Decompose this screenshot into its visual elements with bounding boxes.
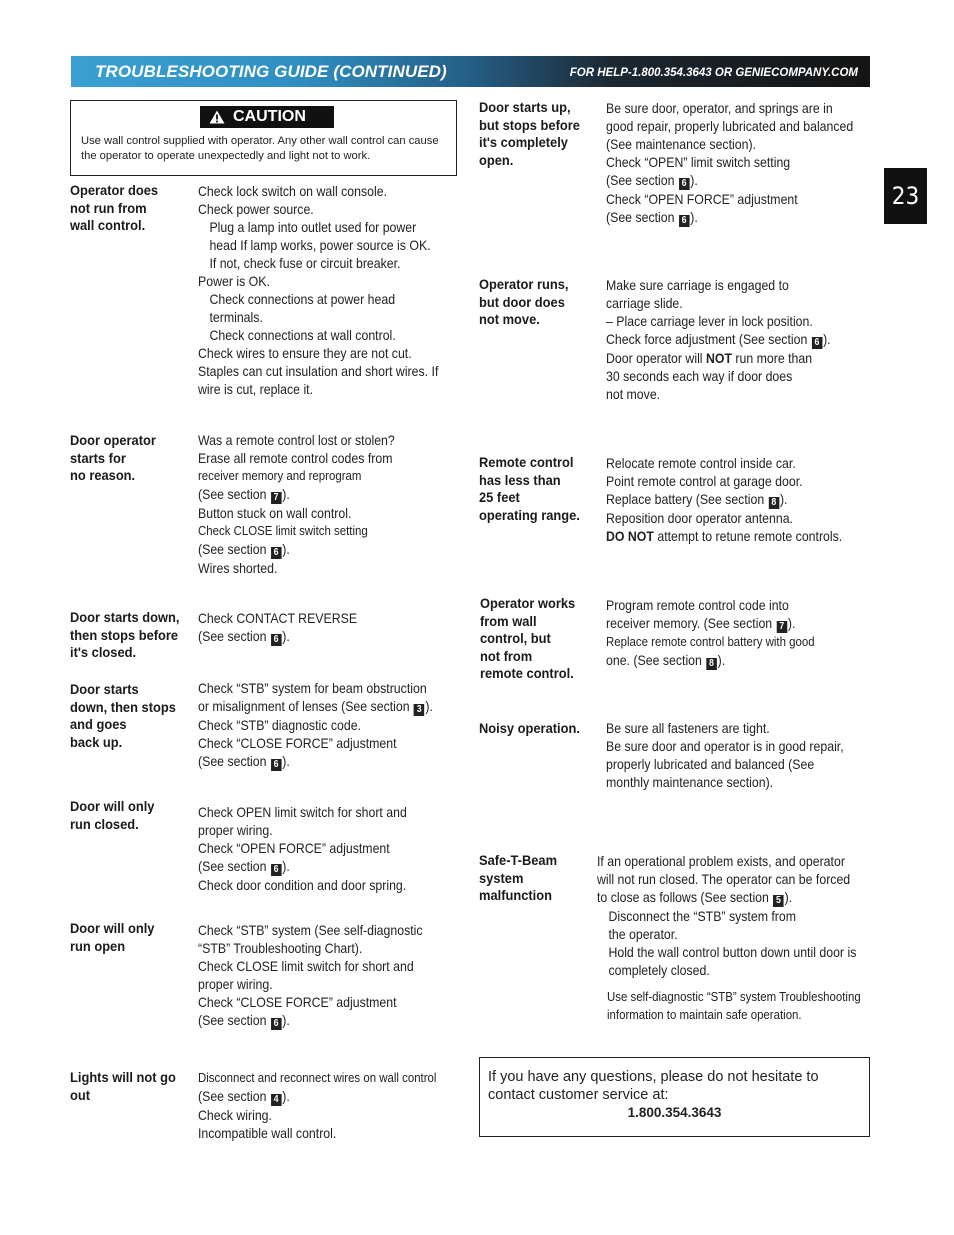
solution-line-text: (See section <box>198 1012 270 1028</box>
solution-line-text: Door operator will <box>606 350 706 366</box>
caution-box <box>70 100 457 176</box>
solution-line <box>198 975 423 993</box>
solution-line <box>198 993 423 1011</box>
solution-line-text: proper wiring. <box>198 976 273 992</box>
problem-label <box>70 798 154 833</box>
solution-line <box>597 943 856 961</box>
solution-line-text: ). <box>690 209 698 225</box>
solution-line <box>606 737 844 755</box>
solution-line-text: Check “CLOSE FORCE” adjustment <box>198 735 397 751</box>
problem-label-line: malfunction <box>479 887 552 903</box>
solution-line-text: Check CONTACT REVERSE <box>198 610 358 626</box>
section-number-badge: 7 <box>776 621 787 633</box>
solution-line-text: Check connections at power head <box>209 291 396 307</box>
problem-label-line: Door starts down, <box>70 609 180 625</box>
solution-text <box>597 852 856 979</box>
problem-label-line: from wall <box>480 612 537 629</box>
problem-label-line: 25 feet <box>479 489 520 505</box>
solution-line <box>597 907 856 925</box>
solution-line <box>606 99 853 117</box>
section-number-badge: 8 <box>768 497 779 509</box>
solution-line <box>606 719 844 737</box>
solution-line-text: Check “OPEN FORCE” adjustment <box>606 191 798 207</box>
problem-label-line: it's closed. <box>70 644 137 660</box>
problem-label-line: operating range. <box>479 506 580 523</box>
problem-label-line: Door will only <box>70 798 155 814</box>
solution-line <box>597 852 856 870</box>
section-number-badge: 6 <box>271 547 282 559</box>
solution-line-text: ). <box>282 486 290 502</box>
solution-line-text: Erase all remote control codes from <box>198 450 393 466</box>
solution-line <box>198 939 423 957</box>
solution-line-text: Program remote control code into <box>606 597 789 613</box>
solution-line <box>198 344 438 362</box>
solution-line-text: ). <box>690 172 698 188</box>
problem-label <box>479 852 557 905</box>
solution-line <box>606 755 844 773</box>
solution-line <box>597 888 856 907</box>
solution-line-text: (See maintenance section). <box>606 136 756 152</box>
solution-line-text: ). <box>282 1012 290 1028</box>
solution-line-text: Check CLOSE limit switch setting <box>198 523 368 538</box>
solution-line-text: Hold the wall control button down until door is <box>608 944 857 960</box>
solution-line <box>606 171 853 190</box>
solution-line-text: Check “CLOSE FORCE” adjustment <box>198 994 397 1010</box>
solution-line-text: (See section <box>606 172 678 188</box>
solution-line-text: Check connections at wall control. <box>209 327 396 343</box>
solution-line-text: Check wires to ensure they are not cut. <box>198 345 412 361</box>
solution-text <box>198 1069 436 1142</box>
solution-line <box>198 218 438 236</box>
solution-line-text: ). <box>282 1088 290 1104</box>
solution-line-text: ). <box>282 541 290 557</box>
section-number-badge: 7 <box>271 492 282 504</box>
solution-line-text: Check “OPEN” limit switch setting <box>606 154 791 170</box>
section-number-badge: 6 <box>271 1018 282 1030</box>
solution-text <box>198 803 407 894</box>
solution-line-text: proper wiring. <box>198 822 273 838</box>
caution-label: CAUTION <box>233 108 306 125</box>
solution-line-text: Check power source. <box>198 201 314 217</box>
solution-line-text: Incompatible wall control. <box>198 1125 337 1141</box>
solution-line-text: “STB” Troubleshooting Chart). <box>198 940 363 956</box>
problem-label-line: Remote control <box>479 454 574 470</box>
solution-line <box>198 308 438 326</box>
solution-line <box>606 367 831 385</box>
solution-line <box>606 349 831 367</box>
problem-label-line: open. <box>479 151 514 168</box>
solution-line-text: Wires shorted. <box>198 560 278 576</box>
solution-line <box>198 1124 436 1142</box>
solution-line-text: or misalignment of lenses (See section <box>198 698 414 714</box>
solution-line-text: (See section <box>198 486 270 502</box>
problem-label-line: starts for <box>70 449 126 466</box>
solution-line <box>597 870 856 888</box>
problem-label <box>70 1069 176 1104</box>
problem-label-line: remote control. <box>480 665 574 681</box>
solution-line-text: ). <box>787 615 796 631</box>
solution-line <box>606 614 815 633</box>
solution-line-text: Disconnect the “STB” system from <box>608 908 797 924</box>
solution-line <box>198 716 433 734</box>
solution-line <box>597 925 856 943</box>
solution-text <box>606 454 842 545</box>
solution-line <box>198 522 395 540</box>
solution-line <box>606 330 831 349</box>
solution-line <box>198 1106 436 1124</box>
solution-line-text: Check lock switch on wall console. <box>198 183 387 199</box>
solution-text <box>198 679 433 771</box>
solution-line-text: carriage slide. <box>606 295 683 311</box>
solution-line <box>198 272 438 290</box>
problem-label-line: it's completely <box>479 134 568 150</box>
solution-line <box>198 752 433 771</box>
problem-label <box>480 595 575 683</box>
warning-icon <box>209 110 225 124</box>
solution-line <box>198 449 395 467</box>
problem-label-line: Safe-T-Beam <box>479 852 558 868</box>
header-banner <box>71 56 870 87</box>
solution-line-text: will not run closed. The operator can be forced <box>597 871 851 887</box>
solution-line <box>198 540 395 559</box>
problem-label-line: Door operator <box>70 432 156 448</box>
solution-line <box>606 651 815 670</box>
problem-label <box>70 432 156 485</box>
problem-label-line: not run from <box>70 199 147 216</box>
solution-line <box>606 276 831 294</box>
problem-label-line: then stops before <box>70 626 179 643</box>
solution-line <box>198 485 395 504</box>
solution-line <box>606 773 844 791</box>
solution-line <box>198 236 438 254</box>
caution-badge <box>200 106 334 128</box>
solution-text <box>606 99 853 227</box>
solution-text <box>198 182 438 398</box>
solution-line-text: not move. <box>606 386 661 402</box>
solution-line-text: (See section <box>198 753 270 769</box>
solution-line <box>198 1069 436 1087</box>
contact-box <box>479 1057 870 1137</box>
problem-label-line: wall control. <box>70 217 146 233</box>
solution-line <box>597 961 856 979</box>
solution-text <box>606 596 815 670</box>
problem-label-line: Operator does <box>70 182 159 198</box>
solution-line-text: Replace remote control battery with good <box>606 634 815 649</box>
section-number-badge: 4 <box>271 1094 282 1106</box>
problem-label <box>70 681 176 751</box>
solution-line-text: Be sure all fasteners are tight. <box>606 720 770 736</box>
solution-line <box>606 527 842 545</box>
problem-label-line: and goes <box>70 716 127 732</box>
solution-line <box>198 1011 423 1030</box>
solution-line-text: – Place carriage lever in lock position. <box>606 313 813 329</box>
solution-line <box>606 153 853 171</box>
solution-line-text: Staples can cut insulation and short wires. If <box>198 363 439 379</box>
solution-line <box>606 454 842 472</box>
solution-text <box>606 719 844 791</box>
solution-line <box>606 472 842 490</box>
solution-text <box>198 921 423 1030</box>
solution-line <box>198 254 438 272</box>
help-line: FOR HELP-1.800.354.3643 OR GENIECOMPANY.COM <box>569 67 858 79</box>
problem-label-line: but door does <box>479 293 565 310</box>
solution-line <box>198 290 438 308</box>
solution-line-text: Plug a lamp into outlet used for power <box>209 219 417 235</box>
solution-line <box>606 294 831 312</box>
solution-line-text: Check CLOSE limit switch for short and <box>198 958 414 974</box>
problem-label-line: run open <box>70 937 126 954</box>
solution-line-text: good repair, properly lubricated and balanced <box>606 118 854 134</box>
emphasis-text: NOT <box>705 350 732 366</box>
solution-line-text: the operator. <box>608 926 678 942</box>
problem-label-line: back up. <box>70 733 123 750</box>
solution-line <box>198 803 407 821</box>
section-number-badge: 6 <box>679 215 690 227</box>
solution-line-text: ). <box>717 652 726 668</box>
problem-label <box>479 99 580 169</box>
problem-label <box>70 609 179 662</box>
solution-line <box>198 1087 436 1106</box>
solution-line-text: Disconnect and reconnect wires on wall control <box>198 1070 437 1085</box>
problem-label <box>70 182 158 235</box>
solution-line-text: Check “STB” system (See self-diagnostic <box>198 922 423 938</box>
problem-label-line: out <box>70 1086 91 1103</box>
problem-label-line: not move. <box>479 311 540 327</box>
solution-line-text: 30 seconds each way if door does <box>606 368 793 384</box>
solution-line <box>198 627 357 646</box>
solution-line <box>198 821 407 839</box>
section-number-badge: 6 <box>271 634 282 646</box>
solution-line-text: Check door condition and door spring. <box>198 877 407 893</box>
problem-label-line: Door starts up, <box>479 99 571 115</box>
problem-label-line: control, but <box>480 630 551 646</box>
page-number-tab: 23 <box>884 168 927 224</box>
solution-line-text: ). <box>282 753 290 769</box>
problem-label-line: down, then stops <box>70 698 176 715</box>
solution-line-text: Relocate remote control inside car. <box>606 455 796 471</box>
problem-label-line: but stops before <box>479 116 580 133</box>
contact-phone: 1.800.354.3643 <box>627 1105 722 1120</box>
problem-label <box>479 454 580 524</box>
problem-label-line: Door starts <box>70 681 139 697</box>
solution-line-text: head If lamp works, power source is OK. <box>209 237 431 253</box>
solution-line-text: receiver memory and reprogram <box>198 468 362 483</box>
solution-line <box>606 190 853 208</box>
solution-line <box>198 431 395 449</box>
solution-line-text: Make sure carriage is engaged to <box>606 277 789 293</box>
problem-label <box>70 920 154 955</box>
section-number-badge: 6 <box>271 864 282 876</box>
problem-label-line: system <box>479 869 524 886</box>
solution-line <box>606 596 815 614</box>
solution-text <box>606 276 831 403</box>
solution-line <box>198 326 438 344</box>
section-number-badge: 6 <box>812 337 823 349</box>
solution-line <box>198 609 357 627</box>
solution-line-text: If not, check fuse or circuit breaker. <box>209 255 401 271</box>
solution-line-text: Reposition door operator antenna. <box>606 510 793 526</box>
solution-line <box>198 839 407 857</box>
solution-line-text: Check force adjustment (See section <box>606 331 811 347</box>
emphasis-text: DO NOT <box>606 528 654 544</box>
solution-line-text: If an operational problem exists, and operator <box>597 853 845 869</box>
problem-label-line: Door will only <box>70 920 155 936</box>
solution-line-text: monthly maintenance section). <box>606 774 774 790</box>
solution-line-text: ). <box>823 331 831 347</box>
solution-line-text: ). <box>425 698 433 714</box>
problem-label-line: Operator works <box>480 595 576 611</box>
solution-line <box>198 504 395 522</box>
solution-line-text: Point remote control at garage door. <box>606 473 803 489</box>
solution-line-text: to close as follows (See section <box>597 889 773 905</box>
solution-line <box>198 921 423 939</box>
solution-line-text: Replace battery (See section <box>606 491 768 507</box>
solution-line-text: run more than <box>731 350 813 366</box>
solution-line <box>606 117 853 135</box>
solution-line-text: Button stuck on wall control. <box>198 505 352 521</box>
solution-line <box>606 385 831 403</box>
problem-label-line: has less than <box>479 471 561 488</box>
solution-line-text: Check OPEN limit switch for short and <box>198 804 407 820</box>
solution-line-text: completely closed. <box>608 962 710 978</box>
solution-line-text: Was a remote control lost or stolen? <box>198 432 395 448</box>
solution-line <box>198 380 438 398</box>
solution-line-text: Check wiring. <box>198 1107 272 1123</box>
solution-line <box>606 509 842 527</box>
solution-line-text: Be sure door and operator is in good repair, <box>606 738 844 754</box>
solution-line <box>198 957 423 975</box>
solution-line-text: Check “STB” system for beam obstruction <box>198 680 427 696</box>
solution-line <box>198 200 438 218</box>
solution-line-text: (See section <box>198 628 270 644</box>
section-number-badge: 6 <box>679 178 690 190</box>
solution-line <box>198 857 407 876</box>
problem-label <box>479 276 568 329</box>
solution-line-text: attempt to retune remote controls. <box>653 528 843 544</box>
contact-text: If you have any questions, please do not hesitate to contact customer service at: <box>488 1069 819 1103</box>
solution-line-text: (See section <box>606 209 678 225</box>
stb-note <box>607 988 861 1024</box>
solution-line <box>198 362 438 380</box>
solution-line <box>198 734 433 752</box>
solution-line-text: (See section <box>198 858 270 874</box>
stb-note-line: Use self-diagnostic “STB” system Troubleshooting <box>607 989 861 1004</box>
solution-line-text: Power is OK. <box>198 273 270 289</box>
problem-label-line: Noisy operation. <box>479 720 580 736</box>
problem-label-line: run closed. <box>70 815 139 832</box>
section-number-badge: 5 <box>773 895 784 907</box>
solution-line-text: Check “OPEN FORCE” adjustment <box>198 840 390 856</box>
page-title: TROUBLESHOOTING GUIDE (CONTINUED) <box>95 62 447 81</box>
solution-line-text: ). <box>779 491 788 507</box>
section-number-badge: 3 <box>414 704 425 716</box>
caution-text: Use wall control supplied with operator. Any other wall control can cause the operator to operate unexpectedly and light not to work. <box>81 135 439 162</box>
problem-label-line: not from <box>480 647 533 664</box>
section-number-badge: 6 <box>271 759 282 771</box>
solution-line-text: Be sure door, operator, and springs are in <box>606 100 833 116</box>
solution-line-text: (See section <box>198 541 270 557</box>
solution-line-text: (See section <box>198 1088 270 1104</box>
stb-note-line: information to maintain safe operation. <box>607 1007 802 1022</box>
solution-text <box>198 609 357 646</box>
solution-text <box>198 431 395 577</box>
solution-line-text: ). <box>784 889 793 905</box>
solution-line <box>198 559 395 577</box>
solution-line <box>606 312 831 330</box>
solution-line-text: wire is cut, replace it. <box>198 381 314 397</box>
solution-line <box>198 467 395 485</box>
solution-line <box>606 135 853 153</box>
solution-line <box>606 633 815 651</box>
solution-line <box>198 876 407 894</box>
solution-line-text: ). <box>282 628 290 644</box>
solution-line <box>606 208 853 227</box>
solution-line-text: receiver memory. (See section <box>606 615 776 631</box>
problem-label <box>479 720 580 738</box>
solution-line <box>198 697 433 716</box>
problem-label-line: Lights will not go <box>70 1069 176 1085</box>
solution-line <box>606 490 842 509</box>
solution-line-text: ). <box>282 858 290 874</box>
solution-line-text: properly lubricated and balanced (See <box>606 756 815 772</box>
solution-line-text: one. (See section <box>606 652 706 668</box>
solution-line <box>198 182 438 200</box>
section-number-badge: 8 <box>706 658 717 670</box>
solution-line-text: terminals. <box>209 309 263 325</box>
solution-line <box>198 679 433 697</box>
solution-line-text: Check “STB” diagnostic code. <box>198 717 361 733</box>
problem-label-line: no reason. <box>70 467 136 483</box>
problem-label-line: Operator runs, <box>479 276 569 292</box>
